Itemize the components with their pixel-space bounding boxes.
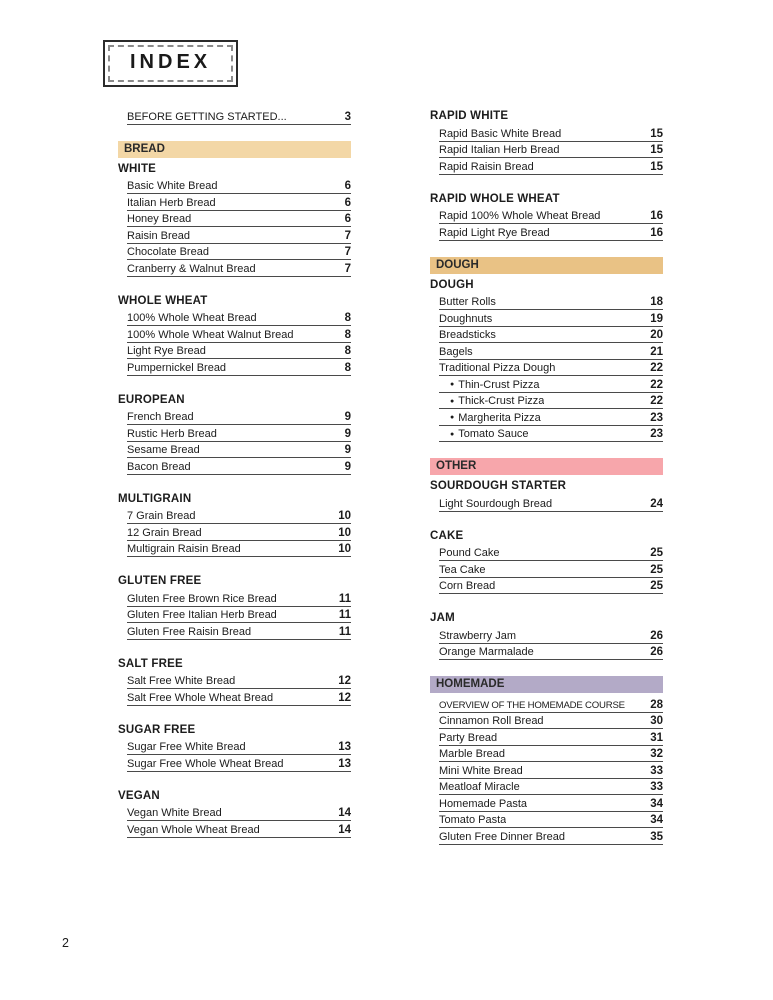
index-entry: [127, 821, 351, 838]
index-column-left: [118, 108, 351, 854]
entry-label: Basic White Bread: [127, 180, 218, 192]
index-entry: [127, 442, 351, 459]
entry-label: 100% Whole Wheat Bread: [127, 312, 257, 324]
entry-page-number: 10: [338, 510, 351, 522]
section-heading: SALT FREE: [118, 657, 183, 670]
index-section: [430, 610, 663, 660]
entry-page-number: 30: [650, 715, 663, 727]
entry-page-number: 16: [650, 226, 663, 239]
entry-page-number: 24: [650, 497, 663, 510]
index-section: [118, 491, 351, 558]
entry-page-number: 8: [344, 361, 351, 374]
entry-label: Cinnamon Roll Bread: [439, 715, 544, 727]
index-entry: [439, 812, 663, 829]
index-entry: [127, 108, 351, 125]
bullet-icon: ●: [450, 430, 455, 438]
entry-page-number: 33: [650, 764, 663, 777]
index-section: [118, 293, 351, 376]
entry-label: Salt Free White Bread: [127, 675, 236, 687]
section-heading: SUGAR FREE: [118, 723, 196, 736]
index-entry: [127, 458, 351, 475]
index-section: [118, 573, 351, 640]
entry-label: Chocolate Bread: [127, 246, 209, 258]
entry-page-number: 9: [344, 411, 351, 423]
entry-page-number: 10: [338, 543, 351, 555]
section-heading: DOUGH: [430, 278, 474, 291]
entry-page-number: 9: [344, 460, 351, 473]
entry-label: BEFORE GETTING STARTED...: [127, 110, 287, 123]
bullet-icon: ●: [450, 414, 455, 421]
entry-page-number: 8: [344, 312, 351, 324]
entry-page-number: 6: [344, 213, 351, 225]
entry-label: Corn Bread: [439, 580, 496, 592]
section-heading: MULTIGRAIN: [118, 492, 192, 505]
index-entry: [127, 673, 351, 690]
section-heading: CAKE: [430, 529, 464, 542]
section-heading: JAM: [430, 612, 455, 624]
index-entry: [127, 508, 351, 525]
entry-page-number: 25: [650, 547, 663, 559]
index-entry: [127, 689, 351, 706]
entry-page-number: 34: [650, 797, 663, 810]
index-entry: [439, 627, 663, 644]
index-entry: [439, 158, 663, 175]
entry-label: Light Rye Bread: [127, 345, 206, 357]
page-title: INDEX: [130, 51, 212, 73]
index-entry: [439, 208, 663, 225]
entry-label: Gluten Free Brown Rice Bread: [127, 592, 277, 605]
index-entry: [439, 310, 663, 327]
index-entry: [127, 260, 351, 277]
index-section: [118, 656, 351, 706]
page-number: 2: [62, 936, 69, 950]
entry-label: Marble Bread: [439, 748, 506, 760]
entry-page-number: 12: [338, 691, 351, 704]
entry-page-number: 9: [344, 444, 351, 456]
entry-page-number: 7: [344, 246, 351, 258]
entry-label: French Bread: [127, 411, 194, 423]
entry-page-number: 20: [650, 329, 663, 341]
entry-label: Sugar Free White Bread: [127, 741, 246, 753]
entry-page-number: 7: [344, 229, 351, 242]
index-entry: [127, 244, 351, 261]
entry-label: Gluten Free Italian Herb Bread: [127, 609, 277, 621]
entry-page-number: 32: [650, 748, 663, 760]
entry-page-number: 10: [338, 526, 351, 539]
entry-label: Meatloaf Miracle: [439, 781, 520, 793]
entry-label: Cranberry & Walnut Bread: [127, 262, 256, 275]
index-entry: [127, 590, 351, 607]
index-entry: [439, 795, 663, 812]
entry-label: ● Margherita Pizza: [450, 411, 541, 424]
entry-label: Salt Free Whole Wheat Bread: [127, 691, 274, 704]
index-entry: [439, 360, 663, 377]
entry-page-number: 25: [650, 580, 663, 592]
entry-label: 12 Grain Bread: [127, 526, 202, 539]
entry-label: OVERVIEW OF THE HOMEMADE COURSE: [439, 699, 625, 711]
entry-label: Homemade Pasta: [439, 797, 528, 810]
entry-page-number: 16: [650, 210, 663, 222]
entry-label: Italian Herb Bread: [127, 196, 216, 209]
index-entry: [439, 696, 663, 713]
entry-label: ● Thin-Crust Pizza: [450, 378, 540, 391]
entry-label: Breadsticks: [439, 329, 496, 341]
entry-page-number: 15: [650, 127, 663, 140]
entry-label: Rapid Italian Herb Bread: [439, 144, 560, 156]
section-heading: EUROPEAN: [118, 393, 185, 406]
entry-page-number: 14: [338, 807, 351, 819]
entry-label: Light Sourdough Bread: [439, 497, 553, 510]
index-column-right: [430, 108, 663, 861]
entry-label: Raisin Bread: [127, 229, 190, 242]
entry-page-number: 6: [344, 180, 351, 192]
index-entry: [439, 729, 663, 746]
index-entry: [439, 545, 663, 562]
entry-page-number: 22: [650, 378, 663, 391]
entry-page-number: 26: [650, 629, 663, 642]
entry-label: Sesame Bread: [127, 444, 200, 456]
index-entry: [127, 359, 351, 376]
entry-label: Party Bread: [439, 731, 498, 744]
index-section: [118, 722, 351, 772]
entry-page-number: 35: [650, 830, 663, 843]
section-banner: HOMEMADE: [430, 676, 663, 693]
section-banner: OTHER: [430, 458, 663, 475]
entry-label: Strawberry Jam: [439, 629, 517, 642]
index-entry: [439, 495, 663, 512]
index-entry: [127, 623, 351, 640]
index-entry: [439, 746, 663, 763]
section-heading: SOURDOUGH STARTER: [430, 480, 567, 492]
entry-label: 7 Grain Bread: [127, 510, 196, 522]
entry-page-number: 21: [650, 345, 663, 358]
entry-label: Butter Rolls: [439, 296, 496, 308]
index-entry: [439, 224, 663, 241]
entry-page-number: 33: [650, 781, 663, 793]
index-section: [430, 458, 663, 512]
entry-page-number: 26: [650, 646, 663, 658]
entry-label: Tomato Pasta: [439, 814, 507, 826]
entry-label: Sugar Free Whole Wheat Bread: [127, 757, 284, 770]
entry-label: Gluten Free Raisin Bread: [127, 625, 252, 638]
index-entry: [439, 426, 663, 443]
bullet-icon: ●: [450, 397, 455, 405]
index-entry: [439, 125, 663, 142]
section-heading: RAPID WHOLE WHEAT: [430, 192, 560, 205]
section-heading: GLUTEN FREE: [118, 575, 202, 587]
entry-label: Multigrain Raisin Bread: [127, 543, 241, 555]
index-section: [118, 392, 351, 475]
section-heading: WHOLE WHEAT: [118, 294, 208, 307]
entry-page-number: 8: [344, 328, 351, 341]
entry-label: Pound Cake: [439, 547, 500, 559]
index-section: [430, 676, 663, 845]
entry-page-number: 23: [650, 428, 663, 440]
entry-label: Gluten Free Dinner Bread: [439, 830, 565, 843]
index-entry: [127, 739, 351, 756]
index-entry: [127, 755, 351, 772]
index-entry: [439, 762, 663, 779]
bullet-icon: ●: [450, 381, 455, 388]
entry-page-number: 14: [338, 823, 351, 836]
entry-label: 100% Whole Wheat Walnut Bread: [127, 328, 294, 341]
index-entry: [127, 227, 351, 244]
index-entry: [439, 561, 663, 578]
entry-page-number: 23: [650, 411, 663, 424]
index-entry: [439, 828, 663, 845]
index-entry: [439, 578, 663, 595]
index-section: [430, 528, 663, 595]
index-section: [118, 788, 351, 838]
index-entry: [127, 211, 351, 228]
entry-label: Orange Marmalade: [439, 646, 534, 658]
entry-page-number: 11: [338, 592, 351, 605]
entry-label: Tea Cake: [439, 563, 486, 576]
index-entry: [127, 178, 351, 195]
section-heading: VEGAN: [118, 789, 160, 802]
entry-page-number: 31: [650, 731, 663, 744]
entry-page-number: 15: [650, 160, 663, 173]
entry-page-number: 15: [650, 144, 663, 156]
index-entry: [127, 607, 351, 624]
entry-page-number: 22: [650, 362, 663, 374]
index-section: [118, 108, 351, 125]
index-entry: [439, 393, 663, 410]
index-section: [430, 191, 663, 241]
entry-label: Rapid Raisin Bread: [439, 160, 534, 173]
entry-page-number: 19: [650, 312, 663, 325]
section-banner: BREAD: [118, 141, 351, 158]
index-title-box: [103, 40, 238, 87]
index-entry: [127, 524, 351, 541]
entry-page-number: 28: [650, 698, 663, 711]
index-entry: [127, 541, 351, 558]
index-entry: [439, 343, 663, 360]
entry-label: ● Tomato Sauce: [450, 428, 529, 440]
entry-label: Vegan Whole Wheat Bread: [127, 823, 260, 836]
entry-label: Rapid 100% Whole Wheat Bread: [439, 210, 601, 222]
section-heading: WHITE: [118, 162, 157, 175]
index-entry: [127, 194, 351, 211]
entry-page-number: 7: [344, 262, 351, 275]
entry-page-number: 3: [344, 110, 351, 123]
index-entry: [127, 326, 351, 343]
entry-label: Rustic Herb Bread: [127, 427, 217, 440]
entry-page-number: 6: [344, 196, 351, 209]
entry-label: Mini White Bread: [439, 764, 523, 777]
entry-label: Bacon Bread: [127, 460, 191, 473]
entry-label: Pumpernickel Bread: [127, 361, 227, 374]
index-entry: [127, 310, 351, 327]
index-entry: [127, 425, 351, 442]
index-entry: [439, 644, 663, 661]
index-entry: [439, 142, 663, 159]
index-entry: [439, 779, 663, 796]
index-entry: [439, 713, 663, 730]
section-banner: DOUGH: [430, 257, 663, 274]
entry-page-number: 9: [344, 427, 351, 440]
index-entry: [439, 376, 663, 393]
entry-label: ● Thick-Crust Pizza: [450, 395, 545, 407]
entry-label: Doughnuts: [439, 312, 493, 325]
index-section: [118, 141, 351, 277]
entry-page-number: 12: [338, 675, 351, 687]
entry-label: Bagels: [439, 345, 473, 358]
entry-page-number: 34: [650, 814, 663, 826]
index-entry: [439, 409, 663, 426]
index-entry: [439, 294, 663, 311]
entry-page-number: 25: [650, 563, 663, 576]
index-entry: [127, 805, 351, 822]
index-title-inner-frame: [108, 45, 233, 82]
index-entry: [127, 343, 351, 360]
entry-page-number: 13: [338, 741, 351, 753]
entry-page-number: 11: [338, 609, 351, 621]
entry-label: Vegan White Bread: [127, 807, 222, 819]
index-entry: [439, 327, 663, 344]
entry-page-number: 18: [650, 296, 663, 308]
entry-label: Honey Bread: [127, 213, 192, 225]
entry-page-number: 11: [338, 625, 351, 638]
entry-label: Rapid Basic White Bread: [439, 127, 562, 140]
section-heading: RAPID WHITE: [430, 110, 509, 122]
index-section: [430, 257, 663, 443]
index-entry: [127, 409, 351, 426]
entry-page-number: 22: [650, 395, 663, 407]
entry-page-number: 8: [344, 345, 351, 357]
entry-label: Traditional Pizza Dough: [439, 362, 556, 374]
entry-label: Rapid Light Rye Bread: [439, 226, 550, 239]
entry-page-number: 13: [338, 757, 351, 770]
index-section: [430, 108, 663, 175]
